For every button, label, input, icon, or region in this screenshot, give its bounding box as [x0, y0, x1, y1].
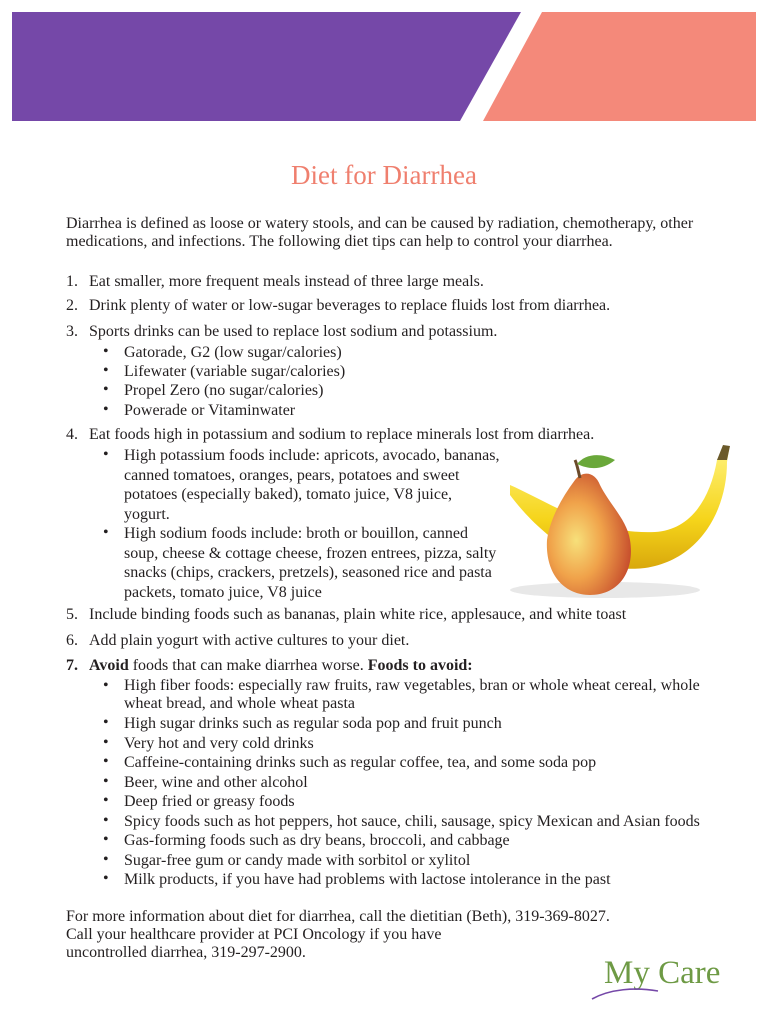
bullet: • — [103, 870, 109, 887]
bullet-text: Gatorade, G2 (low sugar/calories) — [124, 344, 342, 361]
bullet: • — [103, 714, 109, 731]
item-number: 1. — [66, 273, 78, 290]
item-text: Drink plenty of water or low-sugar beverages to replace fluids lost from diarrhea. — [89, 297, 611, 314]
header-banner — [12, 12, 756, 121]
footer-contact: For more information about diet for diarrhea, call the dietitian (Beth), 319-369-8027. Call your healthcare provider at PCI Oncology if you have uncontrolled diarrhea, 319-297-2900. — [66, 908, 610, 961]
item-number: 6. — [66, 632, 78, 649]
bullet-text: High potassium foods include: apricots, avocado, bananas, canned tomatoes, oranges, pears, potatoes and sweet potatoes (especially baked), tomato juice, V8 juice, yogurt. — [124, 447, 500, 523]
bullet-text: Spicy foods such as hot peppers, hot sauce, chili, sausage, spicy Mexican and Asian foods — [124, 813, 700, 830]
bullet-text: Deep fried or greasy foods — [124, 793, 295, 810]
bullet-text: High fiber foods: especially raw fruits, raw vegetables, bran or whole wheat cereal, whole wheat bread, and whole wheat pasta — [124, 677, 700, 712]
bullet: • — [103, 524, 109, 541]
item-text: Eat foods high in potassium and sodium to replace minerals lost from diarrhea. — [89, 426, 595, 443]
bullet-text: Powerade or Vitaminwater — [124, 402, 296, 419]
bullet-text: Milk products, if you have had problems with lactose intolerance in the past — [124, 871, 611, 888]
bullet-text: Gas-forming foods such as dry beans, broccoli, and cabbage — [124, 832, 510, 849]
bullet: • — [103, 362, 109, 379]
my-care-logo: My Care — [590, 955, 720, 1005]
item-text: Add plain yogurt with active cultures to your diet. — [89, 632, 410, 649]
item-number: 2. — [66, 297, 78, 314]
item-number: 7. — [66, 657, 78, 674]
swoosh-icon — [590, 983, 660, 1003]
bullet: • — [103, 773, 109, 790]
intro-paragraph: Diarrhea is defined as loose or watery stools, and can be caused by radiation, chemotherapy, other medications, and infections. The following diet tips can help to control your diarrhea. — [66, 215, 694, 250]
bullet: • — [103, 812, 109, 829]
bullet-text: Very hot and very cold drinks — [124, 735, 314, 752]
page-title: Diet for Diarrhea — [291, 160, 477, 190]
bullet: • — [103, 792, 109, 809]
bullet: • — [103, 734, 109, 751]
bullet: • — [103, 381, 109, 398]
bullet: • — [103, 446, 109, 463]
item-text: Include binding foods such as bananas, plain white rice, applesauce, and white toast — [89, 606, 627, 623]
item-number: 5. — [66, 606, 78, 623]
bullet-text: Beer, wine and other alcohol — [124, 774, 308, 791]
bullet: • — [103, 343, 109, 360]
bullet: • — [103, 831, 109, 848]
bullet-text: High sodium foods include: broth or bouillon, canned soup, cheese & cottage cheese, frozen entrees, pizza, salty snacks (chips, crackers, pretzels), seasoned rice and pasta packets, tomato juice, V8 juice — [124, 525, 497, 601]
bullet: • — [103, 851, 109, 868]
item-text: Avoid foods that can make diarrhea worse. Foods to avoid: — [89, 657, 473, 674]
bullet-text: Caffeine-containing drinks such as regular coffee, tea, and some soda pop — [124, 754, 597, 771]
bullet-text: Sugar-free gum or candy made with sorbitol or xylitol — [124, 852, 471, 869]
item-text: Eat smaller, more frequent meals instead of three large meals. — [89, 273, 484, 290]
bullet-text: Lifewater (variable sugar/calories) — [124, 363, 346, 380]
item-text: Sports drinks can be used to replace lost sodium and potassium. — [89, 323, 498, 340]
item-number: 3. — [66, 323, 78, 340]
bullet-text: High sugar drinks such as regular soda pop and fruit punch — [124, 715, 502, 732]
bullet: • — [103, 753, 109, 770]
item-number: 4. — [66, 426, 78, 443]
bullet: • — [103, 677, 109, 694]
bullet-text: Propel Zero (no sugar/calories) — [124, 382, 324, 399]
bullet: • — [103, 401, 109, 418]
banana-pear-illustration — [505, 440, 735, 605]
